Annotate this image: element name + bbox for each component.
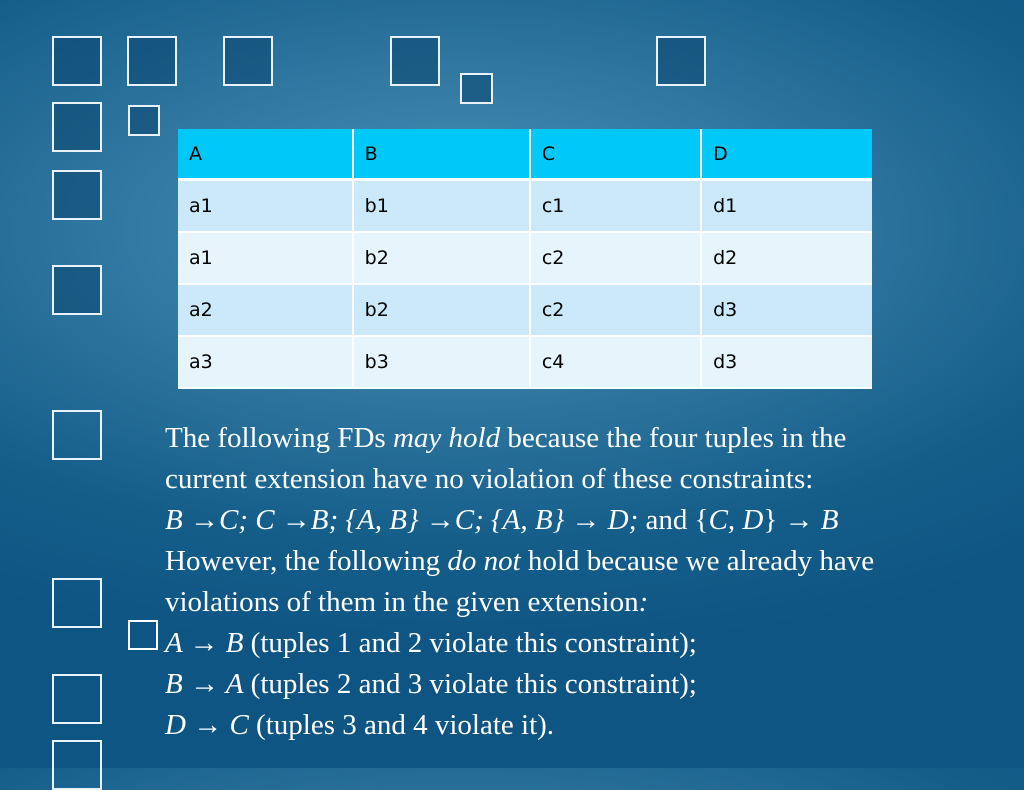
text-line: B → A (tuples 2 and 3 violate this constraint); <box>165 668 697 700</box>
column-header-a: A <box>178 129 354 181</box>
decor-square <box>656 36 706 86</box>
decor-square <box>390 36 440 86</box>
table-cell: b2 <box>354 285 531 337</box>
decor-square <box>52 265 102 315</box>
text-line: However, the following do not hold because we already have <box>165 545 875 577</box>
table-cell: d2 <box>702 233 872 285</box>
text-line: D → C (tuples 3 and 4 violate it). <box>165 709 555 741</box>
bullet-square-icon <box>128 620 158 650</box>
decor-square <box>52 170 102 220</box>
column-header-b: B <box>354 129 531 181</box>
decor-square <box>127 36 177 86</box>
table-cell: b2 <box>354 233 531 285</box>
decor-square <box>223 36 273 86</box>
text-line: violations of them in the given extension: <box>165 586 649 618</box>
text-line: current extension have no violation of these constraints: <box>165 463 814 495</box>
table-cell: a3 <box>178 337 354 389</box>
table-cell: b3 <box>354 337 531 389</box>
decor-square <box>128 105 160 136</box>
table-row <box>178 285 872 337</box>
decor-square <box>52 410 102 460</box>
table-cell: c4 <box>531 337 702 389</box>
table-cell: c2 <box>531 233 702 285</box>
table-header-row <box>178 129 872 181</box>
table-cell: a2 <box>178 285 354 337</box>
column-header-d: D <box>702 129 872 181</box>
table-cell: d1 <box>702 181 872 233</box>
table-cell: d3 <box>702 337 872 389</box>
relation-table <box>178 129 872 389</box>
text-line: The following FDs may hold because the four tuples in the <box>165 422 847 454</box>
decor-square <box>52 102 102 152</box>
decor-square <box>52 578 102 628</box>
explanation-text <box>165 418 1015 746</box>
decor-square <box>52 674 102 724</box>
column-header-c: C <box>531 129 702 181</box>
table-cell: c2 <box>531 285 702 337</box>
table-row <box>178 337 872 389</box>
text-line: B →C; C →B; {A, B} →C; {A, B} → D; and {C, D} → B <box>165 504 839 536</box>
table-cell: a1 <box>178 181 354 233</box>
table-row <box>178 181 872 233</box>
table-cell: d3 <box>702 285 872 337</box>
decor-square <box>460 73 493 104</box>
decor-square <box>52 36 102 86</box>
table-row <box>178 233 872 285</box>
text-line: A → B (tuples 1 and 2 violate this constraint); <box>165 627 697 659</box>
table-cell: b1 <box>354 181 531 233</box>
decor-square <box>52 740 102 790</box>
table-cell: a1 <box>178 233 354 285</box>
table-cell: c1 <box>531 181 702 233</box>
